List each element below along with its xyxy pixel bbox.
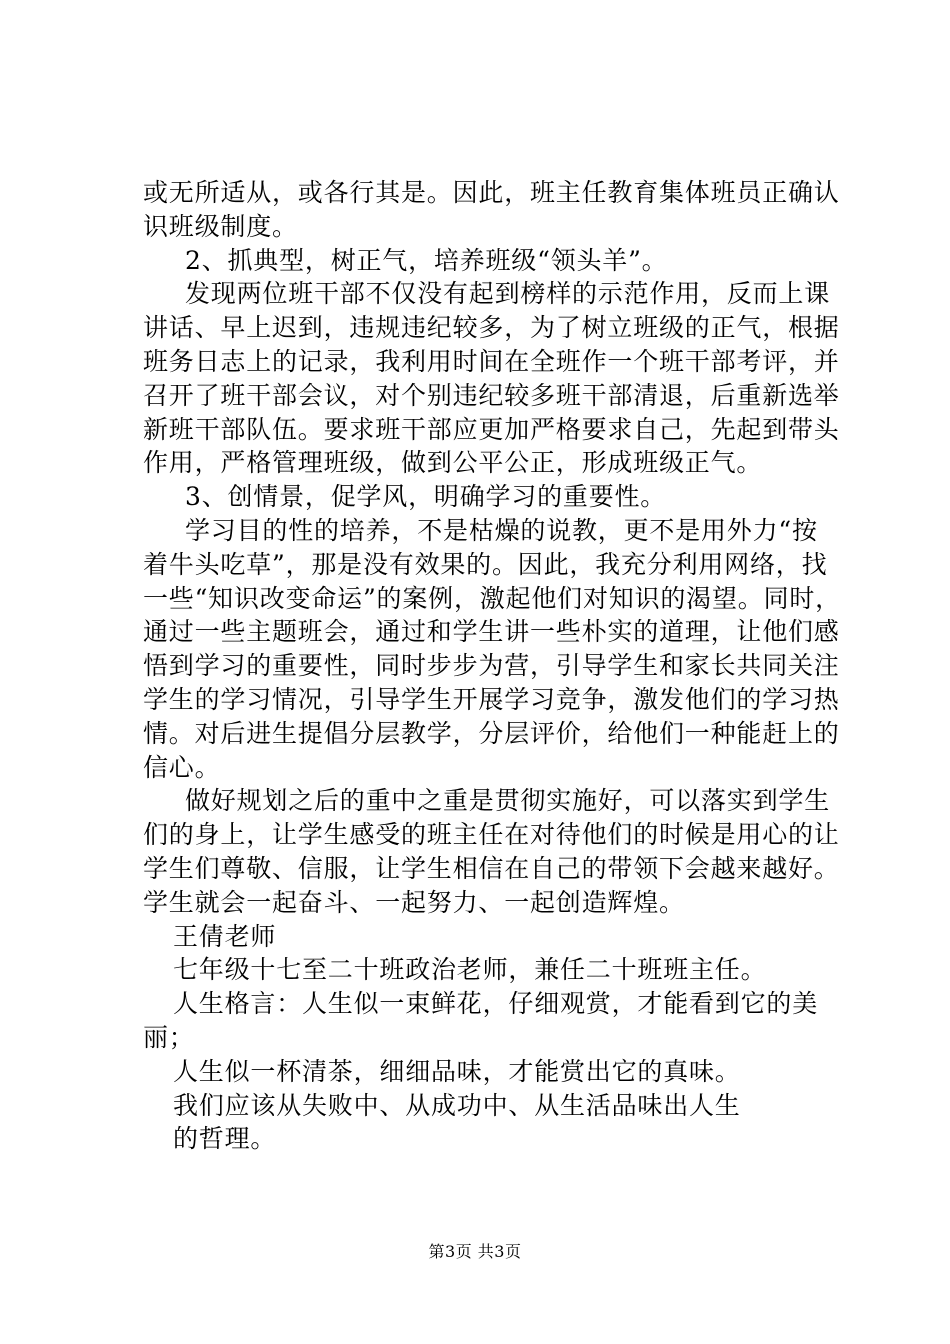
motto-line: 丽； xyxy=(143,1022,195,1052)
paragraph-line: 作用，严格管理班级，做到公平公正，形成班级正气。 xyxy=(143,448,763,478)
section-heading: 3、创情景，促学风，明确学习的重要性。 xyxy=(185,482,667,512)
page-footer: 第3页 共3页 xyxy=(428,1242,522,1261)
motto-line: 人生似一杯清茶，细细品味，才能赏出它的真味。 xyxy=(173,1056,741,1086)
paragraph-line: 讲话、早上迟到，违规违纪较多，为了树立班级的正气，根据 xyxy=(143,313,840,343)
motto-line: 我们应该从失败中、从成功中、从生活品味出人生 xyxy=(173,1090,741,1120)
paragraph-line: 通过一些主题班会，通过和学生讲一些朴实的道理，让他们感 xyxy=(143,617,840,647)
paragraph-line: 新班干部队伍。要求班干部应更加严格要求自己，先起到带头 xyxy=(143,414,840,444)
paragraph-line: 学习目的性的培养，不是枯燥的说教，更不是用外力“按 xyxy=(185,515,818,545)
document-body xyxy=(143,176,841,1156)
paragraph-line: 悟到学习的重要性，同时步步为营，引导学生和家长共同关注 xyxy=(143,651,840,681)
paragraph-line: 一些“知识改变命运”的案例，激起他们对知识的渴望。同时， xyxy=(143,583,841,613)
paragraph-line: 信心。 xyxy=(143,752,221,782)
motto-line: 人生格言：人生似一束鲜花，仔细观赏，才能看到它的美 xyxy=(173,989,819,1019)
paragraph-line: 情。对后进生提倡分层教学，分层评价，给他们一种能赶上的 xyxy=(143,718,840,748)
paragraph-line: 学生就会一起奋斗、一起努力、一起创造辉煌。 xyxy=(143,887,685,917)
motto-line: 的哲理。 xyxy=(173,1124,277,1154)
teacher-name: 王倩老师 xyxy=(173,921,277,951)
paragraph-line: 做好规划之后的重中之重是贯彻实施好，可以落实到学生 xyxy=(185,786,831,816)
paragraph-line: 着牛头吃草”，那是没有效果的。因此，我充分利用网络，找 xyxy=(143,549,828,579)
paragraph-line: 召开了班干部会议，对个别违纪较多班干部清退，后重新选举 xyxy=(143,380,840,410)
section-heading: 2、抓典型，树正气，培养班级“领头羊”。 xyxy=(185,245,668,275)
paragraph-line: 发现两位班干部不仅没有起到榜样的示范作用，反而上课 xyxy=(185,279,831,309)
teacher-role: 七年级十七至二十班政治老师，兼任二十班班主任。 xyxy=(173,955,767,985)
paragraph-line: 班务日志上的记录，我利用时间在全班作一个班干部考评，并 xyxy=(143,346,840,376)
paragraph-line: 识班级制度。 xyxy=(143,211,298,241)
paragraph-line: 或无所适从，或各行其是。因此，班主任教育集体班员正确认 xyxy=(143,178,840,207)
paragraph-line: 学生的学习情况，引导学生开展学习竞争，激发他们的学习热 xyxy=(143,684,840,714)
paragraph-line: 们的身上，让学生感受的班主任在对待他们的时候是用心的让 xyxy=(143,820,840,850)
paragraph-line: 学生们尊敬、信服，让学生相信在自己的带领下会越来越好。 xyxy=(143,853,840,883)
